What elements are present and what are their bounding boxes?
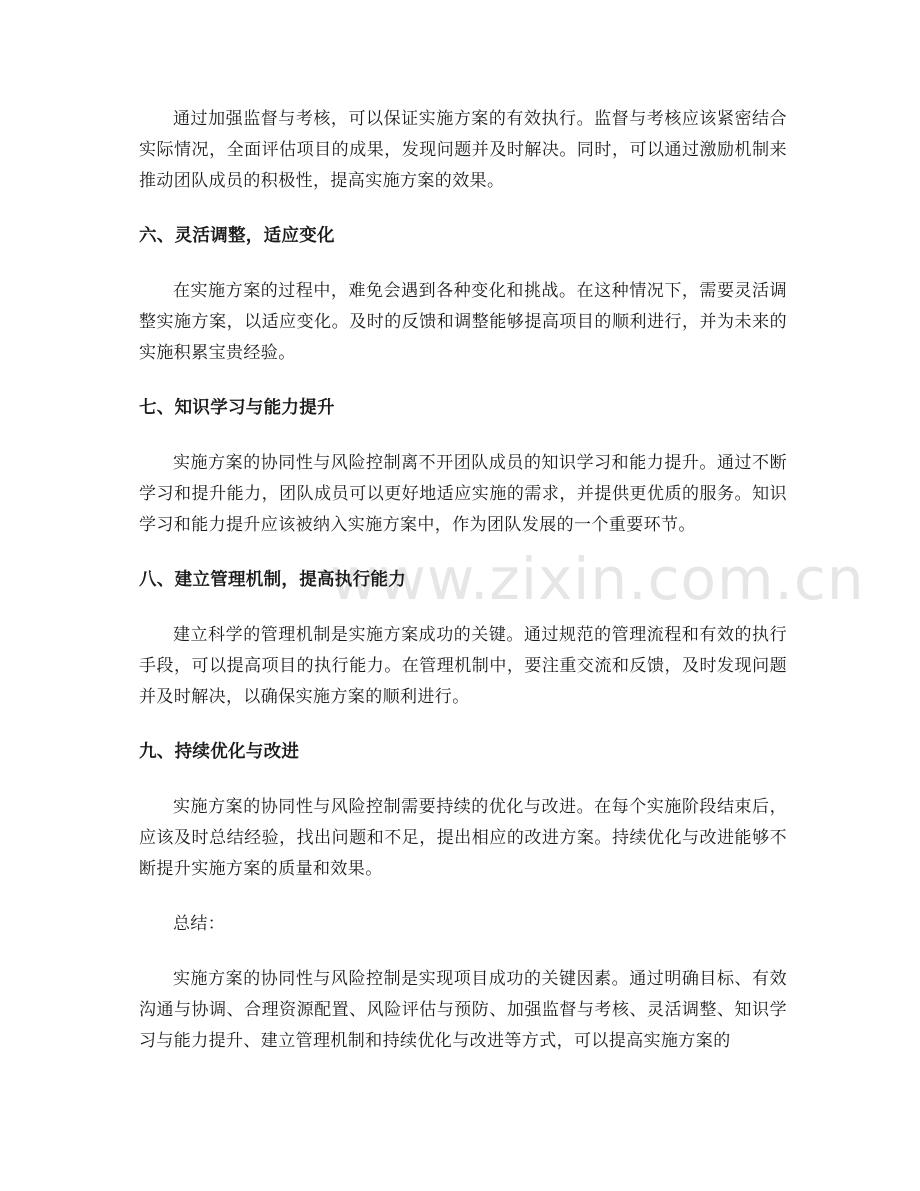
paragraph-supervision: 通过加强监督与考核，可以保证实施方案的有效执行。监督与考核应该紧密结合实际情况，全面评估项目的成果，发现问题并及时解决。同时，可以通过激励机制来推动团队成员的积极性，提高实施方案的效果。 <box>139 109 787 191</box>
paragraph-learning: 实施方案的协同性与风险控制离不开团队成员的知识学习和能力提升。通过不断学习和提升能力，团队成员可以更好地适应实施的需求，并提供更优质的服务。知识学习和能力提升应该被纳入实施方案中，作为团队发展的一个重要环节。 <box>139 453 787 535</box>
section-heading-8: 八、建立管理机制，提高执行能力 <box>139 570 406 590</box>
section-heading-7: 七、知识学习与能力提升 <box>139 398 335 418</box>
paragraph-summary: 实施方案的协同性与风险控制是实现项目成功的关键因素。通过明确目标、有效沟通与协调、合理资源配置、风险评估与预防、加强监督与考核、灵活调整、知识学习与能力提升、建立管理机制和持续优化与改进等方式，可以提高实施方案的 <box>139 969 787 1051</box>
summary-label: 总结： <box>173 914 226 934</box>
paragraph-flexible-adjustment: 在实施方案的过程中，难免会遇到各种变化和挑战。在这种情况下，需要灵活调整实施方案，以适应变化。及时的反馈和调整能够提高项目的顺利进行，并为未来的实施积累宝贵经验。 <box>139 281 787 363</box>
paragraph-optimization: 实施方案的协同性与风险控制需要持续的优化与改进。在每个实施阶段结束后，应该及时总结经验，找出问题和不足，提出相应的改进方案。持续优化与改进能够不断提升实施方案的质量和效果。 <box>139 797 787 879</box>
section-heading-6: 六、灵活调整，适应变化 <box>139 226 335 246</box>
paragraph-management: 建立科学的管理机制是实施方案成功的关键。通过规范的管理流程和有效的执行手段，可以提高项目的执行能力。在管理机制中，要注重交流和反馈，及时发现问题并及时解决，以确保实施方案的顺利进行。 <box>139 625 787 707</box>
document-body <box>139 104 787 1057</box>
section-heading-9: 九、持续优化与改进 <box>139 742 300 762</box>
watermark: www.zixin.com.cn <box>330 545 865 613</box>
